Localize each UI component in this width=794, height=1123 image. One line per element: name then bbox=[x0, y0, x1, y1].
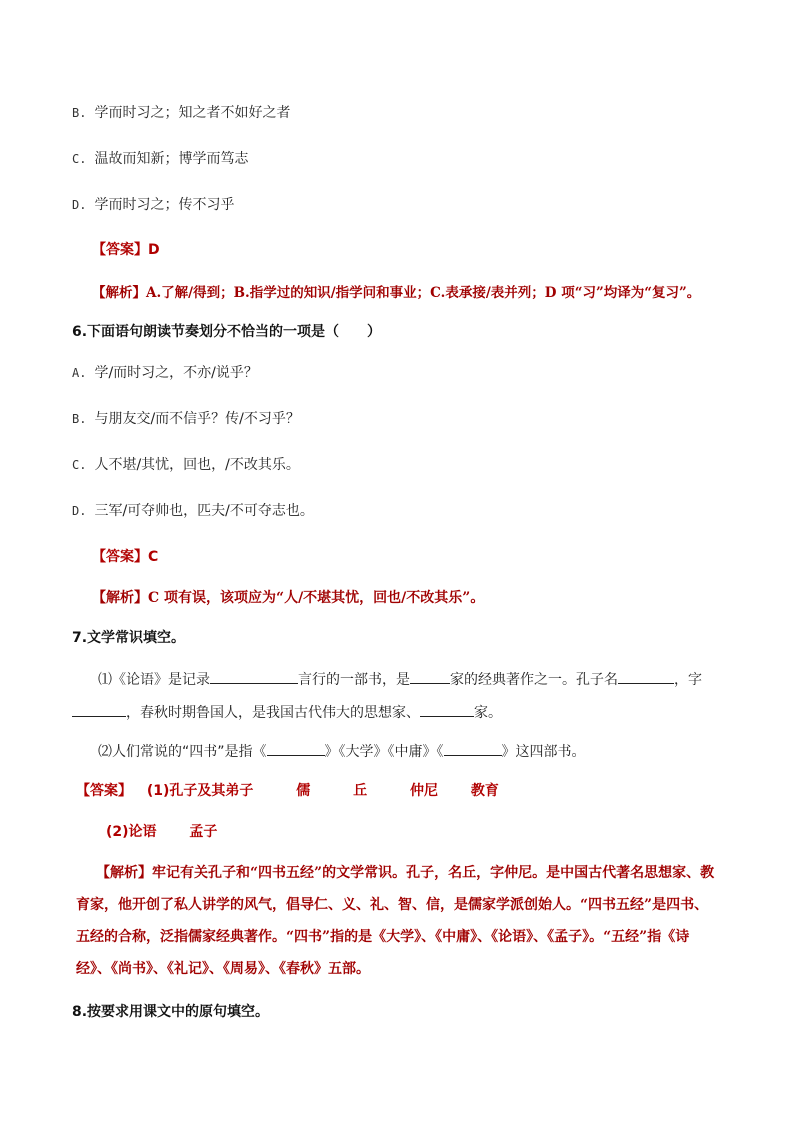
option-text: 与朋友交/而不信乎？传/不习乎？ bbox=[94, 411, 300, 427]
option-text: 温故而知新；博学而笃志 bbox=[94, 151, 249, 167]
option-text: 学/而时习之，不亦/说乎？ bbox=[94, 365, 258, 381]
q7-part1-line2 bbox=[72, 702, 502, 723]
text-segment: ⑴《论语》是记录 bbox=[98, 672, 210, 688]
option-c bbox=[72, 455, 300, 475]
answer-item: 丘 bbox=[353, 783, 368, 799]
text-segment: 家。 bbox=[474, 705, 502, 721]
fill-blank[interactable] bbox=[420, 702, 474, 717]
option-letter: C. bbox=[72, 458, 87, 472]
option-letter: A. bbox=[72, 366, 87, 380]
fill-blank[interactable] bbox=[444, 741, 502, 756]
option-text: 人不堪/其忧，回也，/不改其乐。 bbox=[94, 457, 300, 473]
q5-answer: 【答案】D bbox=[92, 242, 160, 258]
q7-part1-line1 bbox=[98, 669, 702, 690]
q5-analysis: 【解析】A.了解/得到；B.指学过的知识/指学问和事业；C.表承接/表并列；D 项“习”均译为“复习”。 bbox=[92, 285, 701, 301]
option-letter: D. bbox=[72, 198, 87, 212]
option-letter: D. bbox=[72, 504, 87, 518]
text-segment: ，字 bbox=[674, 672, 702, 688]
option-a bbox=[72, 363, 258, 383]
answer-item: (2)论语 bbox=[106, 824, 157, 840]
question-6-title: 6.下面语句朗读节奏划分不恰当的一项是（ ） bbox=[72, 324, 382, 340]
fill-blank[interactable] bbox=[410, 669, 450, 684]
option-text: 学而时习之；传不习乎 bbox=[94, 197, 235, 213]
answer-item: 孟子 bbox=[189, 824, 218, 840]
option-text: 三军/可夺帅也，匹夫/不可夺志也。 bbox=[94, 503, 314, 519]
q6-analysis: 【解析】C 项有误，该项应为“人/不堪其忧，回也/不改其乐”。 bbox=[92, 590, 485, 606]
option-b bbox=[72, 409, 300, 429]
option-text: 学而时习之；知之者不如好之者 bbox=[94, 105, 291, 121]
text-segment: 言行的一部书，是 bbox=[298, 672, 410, 688]
answer-item: 儒 bbox=[296, 783, 311, 799]
q6-answer: 【答案】C bbox=[92, 549, 159, 565]
answer-label: 【答案】 bbox=[76, 783, 132, 799]
option-d bbox=[72, 195, 234, 215]
question-8-title: 8.按要求用课文中的原句填空。 bbox=[72, 1004, 270, 1020]
answer-item: 教育 bbox=[470, 783, 499, 799]
q7-analysis: 【解析】牢记有关孔子和“四书五经”的文学常识。孔子，名丘，字仲尼。是中国古代著名思想家、教育家，他开创了私人讲学的风气，倡导仁、义、礼、智、信，是儒家学派创始人。“四书五经”是四书、五经的合称，泛指儒家经典著作。“四书”指的是《大学》、《中庸》、《论语》、《孟子》。“五经”指《诗经》、《尚书》、《礼记》、《周易》、《春秋》五部。 bbox=[76, 865, 715, 977]
q7-answer-line2 bbox=[106, 822, 217, 842]
option-b bbox=[72, 103, 290, 123]
answer-item: 仲尼 bbox=[410, 783, 439, 799]
question-7-title: 7.文学常识填空。 bbox=[72, 630, 186, 646]
option-letter: C. bbox=[72, 152, 87, 166]
answer-item: (1)孔子及其弟子 bbox=[146, 783, 254, 799]
fill-blank[interactable] bbox=[72, 702, 126, 717]
option-letter: B. bbox=[72, 412, 87, 426]
fill-blank[interactable] bbox=[267, 741, 325, 756]
fill-blank[interactable] bbox=[618, 669, 674, 684]
text-segment: 家的经典著作之一。孔子名 bbox=[450, 672, 618, 688]
text-segment: ，春秋时期鲁国人，是我国古代伟大的思想家、 bbox=[126, 705, 420, 721]
text-segment: 》《大学》《中庸》《 bbox=[324, 744, 444, 760]
fill-blank[interactable] bbox=[210, 669, 298, 684]
option-c bbox=[72, 149, 248, 169]
text-segment: ⑵人们常说的“四书”是指《 bbox=[98, 744, 267, 760]
option-d bbox=[72, 501, 314, 521]
q7-part2 bbox=[98, 741, 586, 762]
option-letter: B. bbox=[72, 106, 87, 120]
q7-answer-line1 bbox=[76, 781, 499, 801]
text-segment: 》这四部书。 bbox=[501, 744, 586, 760]
